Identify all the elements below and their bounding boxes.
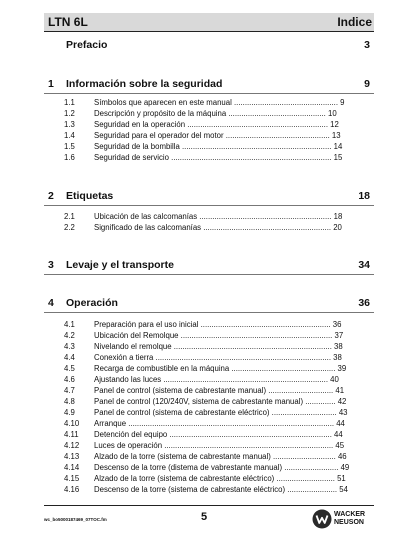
- entry-number: 2.2: [64, 223, 75, 232]
- entry-text: Descenso de la torre (distema de vabrestante manual) ......................... 49: [94, 463, 350, 472]
- toc-entry[interactable]: [64, 319, 354, 330]
- toc-entry[interactable]: [64, 97, 354, 108]
- entry-text: Significado de las calcomanías ........................................................... 20: [94, 223, 342, 232]
- entry-text: Detención del equipo ........................................................................... 44: [94, 430, 343, 439]
- section-title: Levaje y el transporte: [66, 259, 174, 271]
- toc-entry[interactable]: [64, 152, 354, 163]
- toc-entry[interactable]: [64, 341, 354, 352]
- toc-entry[interactable]: [64, 407, 354, 418]
- section-page: 36: [358, 297, 370, 309]
- entry-number: 4.15: [64, 474, 80, 483]
- entry-number: 1.6: [64, 153, 75, 162]
- entry-number: 4.6: [64, 375, 75, 384]
- entry-number: 1.2: [64, 109, 75, 118]
- entry-text: Seguridad de la bombilla ..................................................................... 14: [94, 142, 343, 151]
- toc-entry[interactable]: [64, 374, 354, 385]
- toc-entry[interactable]: [64, 108, 354, 119]
- entry-text: Alzado de la torre (sistema de cabrestante eléctrico) ........................... 51: [94, 474, 346, 483]
- toc-entry[interactable]: [64, 352, 354, 363]
- entry-text: Conexión a tierra ................................................................................. 38: [94, 353, 342, 362]
- section-title: Información sobre la seguridad: [66, 78, 223, 90]
- toc-section-1[interactable]: [44, 77, 374, 91]
- entry-number: 4.7: [64, 386, 75, 395]
- entry-number: 4.10: [64, 419, 80, 428]
- entry-text: Panel de control (sistema de cabrestante eléctrico) .............................. 43: [94, 408, 348, 417]
- toc-entry[interactable]: [64, 462, 354, 473]
- toc-entry[interactable]: [64, 385, 354, 396]
- section-title: Operación: [66, 297, 118, 309]
- toc-entry[interactable]: [64, 440, 354, 451]
- entry-text: Panel de control (120/240V, sistema de cabrestante manual) .............. 42: [94, 397, 347, 406]
- entry-number: 4.4: [64, 353, 75, 362]
- entry-text: Arranque ............................................................................................... 44: [94, 419, 345, 428]
- section-divider: [44, 93, 374, 94]
- toc-entry[interactable]: [64, 330, 354, 341]
- entry-text: Luces de operación .............................................................................. 45: [94, 441, 345, 450]
- section-number: 4: [48, 297, 54, 309]
- toc-entry[interactable]: [64, 429, 354, 440]
- entry-number: 4.3: [64, 342, 75, 351]
- section-title: Etiquetas: [66, 190, 114, 202]
- entry-number: 4.13: [64, 452, 80, 461]
- entry-text: Ajustando las luces ............................................................................ 40: [94, 375, 339, 384]
- toc-section-4[interactable]: [44, 296, 374, 310]
- toc-entry[interactable]: [64, 130, 354, 141]
- section-number: 3: [48, 259, 54, 271]
- entry-text: Preparación para el uso inicial ............................................................ 36: [94, 320, 342, 329]
- file-code: wc_bo5000187469_07TOC.fm: [44, 517, 107, 522]
- section-page: 34: [358, 259, 370, 271]
- entry-text: Seguridad para el operador del motor ................................................ 13: [94, 131, 341, 140]
- entry-text: Símbolos que aparecen en este manual ................................................ 9: [94, 98, 345, 107]
- entry-text: Nivelando el remolque ......................................................................... 38: [94, 342, 343, 351]
- entry-text: Alzado de la torre (sistema de cabrestante manual) ............................. 46: [94, 452, 347, 461]
- toc-entry[interactable]: [64, 119, 354, 130]
- entry-text: Descripción y propósito de la máquina ............................................. 10: [94, 109, 337, 118]
- prefacio-title: Prefacio: [66, 39, 108, 51]
- brand-line-2: NEUSON: [334, 519, 364, 526]
- section-divider: [44, 205, 374, 206]
- section-divider: [44, 312, 374, 313]
- toc-entry[interactable]: [64, 451, 354, 462]
- section-number: 1: [48, 78, 54, 90]
- document-title: LTN 6L: [48, 15, 88, 29]
- toc-entry[interactable]: [64, 484, 354, 495]
- page-number: 5: [201, 511, 208, 523]
- entry-number: 4.11: [64, 430, 79, 439]
- entry-number: 4.5: [64, 364, 75, 373]
- entry-text: Seguridad de servicio .......................................................................... 15: [94, 153, 343, 162]
- index-title: Indice: [337, 15, 372, 29]
- entry-text: Ubicación del Remolque ...................................................................... 37: [94, 331, 344, 340]
- entry-number: 4.16: [64, 485, 80, 494]
- entry-number: 4.14: [64, 463, 80, 472]
- prefacio-page: 3: [364, 39, 370, 51]
- page-header: [44, 13, 374, 32]
- entry-number: 4.2: [64, 331, 75, 340]
- toc-section-2[interactable]: [44, 189, 374, 203]
- page-footer: [44, 505, 374, 534]
- entry-number: 4.12: [64, 441, 80, 450]
- wacker-neuson-logo-icon: [312, 509, 332, 529]
- toc-entry[interactable]: [64, 363, 354, 374]
- entry-text: Ubicación de las calcomanías ............................................................. 18: [94, 212, 343, 221]
- toc-entry[interactable]: [64, 396, 354, 407]
- entry-text: Descenso de la torre (sistema de cabrestante eléctrico) ....................... 54: [94, 485, 348, 494]
- entry-number: 1.5: [64, 142, 75, 151]
- section-divider: [44, 274, 374, 275]
- entry-number: 2.1: [64, 212, 75, 221]
- section-number: 2: [48, 190, 54, 202]
- entry-number: 4.9: [64, 408, 75, 417]
- toc-entry[interactable]: [64, 141, 354, 152]
- section-page: 9: [364, 78, 370, 90]
- toc-entry[interactable]: [64, 222, 354, 233]
- entry-number: 1.4: [64, 131, 75, 140]
- entry-text: Seguridad en la operación ................................................................. 12: [94, 120, 339, 129]
- entry-number: 4.8: [64, 397, 75, 406]
- entry-text: Recarga de combustible en la máquina ................................................ 39: [94, 364, 347, 373]
- section-page: 18: [358, 190, 370, 202]
- toc-section-3[interactable]: [44, 258, 374, 272]
- toc-entry[interactable]: [64, 418, 354, 429]
- toc-entry[interactable]: [64, 211, 354, 222]
- entry-number: 4.1: [64, 320, 75, 329]
- toc-prefacio[interactable]: [44, 38, 374, 52]
- entry-number: 1.3: [64, 120, 75, 129]
- brand-line-1: WACKER: [334, 511, 366, 518]
- entry-number: 1.1: [64, 98, 75, 107]
- brand-wordmark: [334, 511, 365, 527]
- entry-text: Panel de control (sistema de cabrestante manual) .............................. 41: [94, 386, 345, 395]
- toc-entry[interactable]: [64, 473, 354, 484]
